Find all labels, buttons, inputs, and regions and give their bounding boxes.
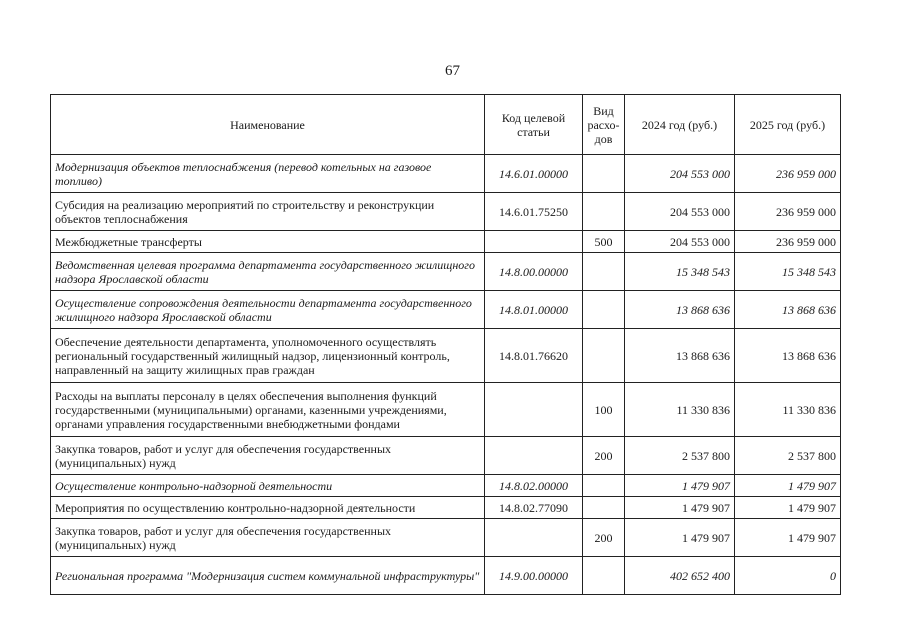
table-body [51,155,841,595]
cell-y2024: 1 479 907 [625,475,735,497]
cell-kind [583,329,625,383]
table-row [51,519,841,557]
cell-kind [583,497,625,519]
table-row [51,231,841,253]
cell-y2024: 204 553 000 [625,155,735,193]
cell-code: 14.6.01.75250 [485,193,583,231]
cell-code: 14.8.01.00000 [485,291,583,329]
cell-kind [583,557,625,595]
table-row [51,329,841,383]
cell-kind [583,475,625,497]
cell-code: 14.8.02.77090 [485,497,583,519]
table-header-row [51,95,841,155]
cell-y2025: 236 959 000 [735,193,841,231]
cell-y2025: 236 959 000 [735,231,841,253]
cell-y2024: 2 537 800 [625,437,735,475]
cell-kind [583,193,625,231]
cell-code [485,437,583,475]
cell-name: Региональная программа "Модернизация систем коммунальной инфраструктуры" [51,557,485,595]
cell-code [485,231,583,253]
cell-y2025: 0 [735,557,841,595]
table-row [51,383,841,437]
cell-y2024: 1 479 907 [625,519,735,557]
cell-name: Мероприятия по осуществлению контрольно-надзорной деятельности [51,497,485,519]
cell-kind [583,155,625,193]
table-row [51,193,841,231]
header-kind: Вид расхо-дов [583,95,625,155]
cell-name: Модернизация объектов теплоснабжения (перевод котельных на газовое топливо) [51,155,485,193]
cell-y2024: 11 330 836 [625,383,735,437]
table-row [51,475,841,497]
table-row [51,253,841,291]
cell-y2025: 1 479 907 [735,497,841,519]
cell-code: 14.8.01.76620 [485,329,583,383]
cell-y2024: 15 348 543 [625,253,735,291]
cell-kind: 500 [583,231,625,253]
table-row [51,497,841,519]
table-row [51,291,841,329]
header-name: Наименование [51,95,485,155]
cell-name: Осуществление контрольно-надзорной деятельности [51,475,485,497]
table-row [51,557,841,595]
cell-code: 14.8.02.00000 [485,475,583,497]
cell-kind: 200 [583,519,625,557]
cell-code [485,383,583,437]
cell-name: Межбюджетные трансферты [51,231,485,253]
cell-kind [583,291,625,329]
cell-y2025: 11 330 836 [735,383,841,437]
cell-name: Закупка товаров, работ и услуг для обеспечения государственных (муниципальных) нужд [51,519,485,557]
cell-code: 14.9.00.00000 [485,557,583,595]
cell-name: Расходы на выплаты персоналу в целях обеспечения выполнения функций государственными (муниципальными) органами, казенными учреждениями, органами управления государственными внебюджетными фондами [51,383,485,437]
cell-code: 14.6.01.00000 [485,155,583,193]
cell-name: Закупка товаров, работ и услуг для обеспечения государственных (муниципальных) нужд [51,437,485,475]
cell-y2024: 13 868 636 [625,329,735,383]
cell-kind [583,253,625,291]
cell-code [485,519,583,557]
budget-table [50,94,841,595]
table-row [51,155,841,193]
cell-name: Осуществление сопровождения деятельности департамента государственного жилищного надзора Ярославской области [51,291,485,329]
page-number: 67 [445,63,460,79]
cell-y2025: 13 868 636 [735,291,841,329]
header-code: Код целевой статьи [485,95,583,155]
cell-name: Обеспечение деятельности департамента, уполномоченного осуществлять региональный государственный жилищный надзор, лицензионный контроль, направленный на защиту жилищных прав граждан [51,329,485,383]
cell-kind: 100 [583,383,625,437]
cell-code: 14.8.00.00000 [485,253,583,291]
cell-y2025: 1 479 907 [735,475,841,497]
cell-y2024: 1 479 907 [625,497,735,519]
cell-y2024: 13 868 636 [625,291,735,329]
cell-kind: 200 [583,437,625,475]
cell-y2025: 236 959 000 [735,155,841,193]
table-row [51,437,841,475]
cell-y2025: 13 868 636 [735,329,841,383]
cell-y2024: 402 652 400 [625,557,735,595]
cell-name: Ведомственная целевая программа департамента государственного жилищного надзора Ярославской области [51,253,485,291]
cell-y2025: 1 479 907 [735,519,841,557]
cell-y2024: 204 553 000 [625,193,735,231]
cell-y2024: 204 553 000 [625,231,735,253]
cell-y2025: 15 348 543 [735,253,841,291]
cell-name: Субсидия на реализацию мероприятий по строительству и реконструкции объектов теплоснабжения [51,193,485,231]
header-2024: 2024 год (руб.) [625,95,735,155]
cell-y2025: 2 537 800 [735,437,841,475]
header-2025: 2025 год (руб.) [735,95,841,155]
